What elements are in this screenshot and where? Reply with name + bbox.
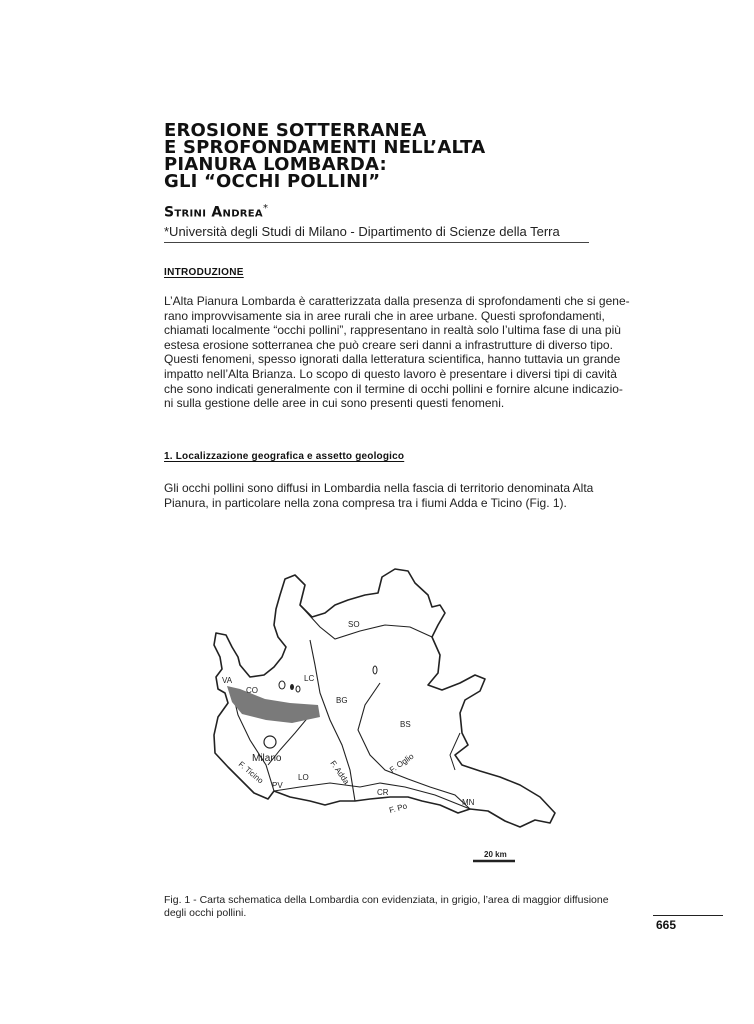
label-milano: Milano [252,753,282,764]
label-pv: PV [272,781,283,790]
header-divider [164,242,589,243]
section1-paragraph [164,481,594,510]
title-line: PIANURA LOMBARDA: [164,154,387,175]
label-bs: BS [400,720,411,729]
lake [290,684,294,690]
figure-caption [164,894,609,920]
page-number: 665 [656,918,677,932]
label-co: CO [246,686,258,695]
label-lo: LO [298,773,309,782]
text-line: Gli occhi pollini sono diffusi in Lombardia nella fascia di territorio denominata Alta [164,481,594,495]
title-line: GLI “OCCHI POLLINI” [164,171,381,192]
text-line: chiamati localmente “occhi pollini”, rappresentano in realtà solo l’ultima fase di una più [164,323,621,338]
text-line: estesa erosione sotterranea che può creare seri danni a infrastrutture di diverso tipo. [164,337,613,352]
text-line: Questi fenomeni, spesso ignorati dalla letteratura scientifica, hanno tuttavia un grande [164,352,621,367]
occhi-pollini-area [227,686,320,723]
label-bg: BG [336,696,348,705]
author-marker: * [262,203,269,214]
text-line: impatto nell’Alta Brianza. Lo scopo di questo lavoro è presentare i diversi tipi di cavità [164,366,617,381]
label-mn: MN [462,798,475,807]
section-heading-intro: INTRODUZIONE [164,267,244,278]
lake [296,686,300,692]
label-cr: CR [377,788,389,797]
label-po: F. Po [388,801,409,815]
intro-paragraph [164,294,630,411]
title-line: EROSIONE SOTTERRANEA [164,120,427,141]
page-number-rule [653,915,723,916]
lombardy-map-figure [170,565,570,870]
label-oglio: F. Oglio [387,751,416,775]
river-oglio [358,683,470,809]
province-border [300,605,432,639]
title-line: E SPROFONDAMENTI NELL’ALTA [164,137,486,158]
caption-line: Fig. 1 - Carta schematica della Lombardia con evidenziata, in grigio, l’area di maggior diffusione [164,894,609,906]
paper-title [164,122,594,190]
text-line: L’Alta Pianura Lombarda è caratterizzata dalla presenza di sprofondamenti che si gene- [164,294,630,308]
text-line: che sono indicati generalmente con il termine di occhi pollini e fornire alcune indicazio- [164,381,623,396]
label-adda: F. Adda [328,758,352,787]
text-line: ni sulla gestione delle aree in cui sono presenti questi fenomeni. [164,396,505,411]
lake [373,666,377,674]
author-affiliation: *Università degli Studi di Milano - Dipartimento di Scienze della Terra [164,224,560,239]
label-lc: LC [304,674,315,683]
author-name [164,203,268,221]
label-va: VA [222,676,233,685]
text-line: Pianura, in particolare nella zona compresa tra i fiumi Adda e Ticino (Fig. 1). [164,495,567,510]
lake [279,681,285,689]
caption-line: degli occhi pollini. [164,907,247,919]
scale-label: 20 km [484,850,507,859]
author-name-text: Strini Andrea [164,204,263,221]
section-heading-1: 1. Localizzazione geografica e assetto geologico [164,451,405,462]
label-ticino: F. Ticino [236,759,265,786]
label-so: SO [348,620,360,629]
text-line: rano improvvisamente sia in aree rurali che in aree urbane. Questi sprofondamenti, [164,308,605,323]
milano-marker [264,736,276,748]
